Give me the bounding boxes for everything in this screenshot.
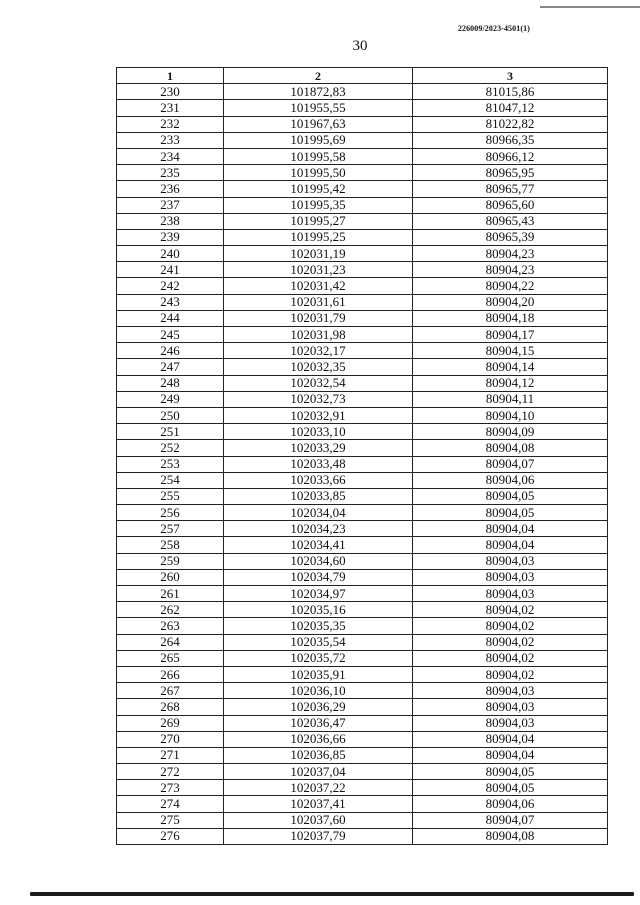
coordinate-y-cell: 80904,04 bbox=[413, 731, 608, 747]
coordinate-y-cell: 80966,35 bbox=[413, 132, 608, 148]
coordinate-x-cell: 101995,35 bbox=[224, 197, 413, 213]
point-number-cell: 266 bbox=[117, 666, 224, 682]
coordinate-x-cell: 101995,42 bbox=[224, 181, 413, 197]
point-number-cell: 231 bbox=[117, 100, 224, 116]
table-row bbox=[117, 537, 608, 553]
table-row bbox=[117, 764, 608, 780]
table-row bbox=[117, 181, 608, 197]
point-number-cell: 257 bbox=[117, 521, 224, 537]
coordinate-x-cell: 102031,98 bbox=[224, 327, 413, 343]
point-number-cell: 246 bbox=[117, 343, 224, 359]
point-number-cell: 255 bbox=[117, 488, 224, 504]
point-number-cell: 261 bbox=[117, 586, 224, 602]
table-row bbox=[117, 440, 608, 456]
point-number-cell: 234 bbox=[117, 148, 224, 164]
coordinate-x-cell: 102033,66 bbox=[224, 472, 413, 488]
table-row bbox=[117, 731, 608, 747]
coordinate-y-cell: 80904,05 bbox=[413, 488, 608, 504]
point-number-cell: 236 bbox=[117, 181, 224, 197]
coordinate-x-cell: 102034,23 bbox=[224, 521, 413, 537]
table-row bbox=[117, 456, 608, 472]
coordinate-y-cell: 80904,06 bbox=[413, 472, 608, 488]
coordinate-y-cell: 81022,82 bbox=[413, 116, 608, 132]
table-row bbox=[117, 100, 608, 116]
point-number-cell: 254 bbox=[117, 472, 224, 488]
coordinate-x-cell: 102032,35 bbox=[224, 359, 413, 375]
document-id: 226009/2023-4501(1) bbox=[457, 24, 530, 33]
coordinate-y-cell: 80904,03 bbox=[413, 715, 608, 731]
coordinate-y-cell: 80904,03 bbox=[413, 553, 608, 569]
point-number-cell: 241 bbox=[117, 262, 224, 278]
coordinate-y-cell: 80965,95 bbox=[413, 165, 608, 181]
point-number-cell: 273 bbox=[117, 780, 224, 796]
point-number-cell: 230 bbox=[117, 84, 224, 100]
coordinate-x-cell: 101955,55 bbox=[224, 100, 413, 116]
coordinate-y-cell: 80904,14 bbox=[413, 359, 608, 375]
point-number-cell: 275 bbox=[117, 812, 224, 828]
point-number-cell: 232 bbox=[117, 116, 224, 132]
point-number-cell: 274 bbox=[117, 796, 224, 812]
coordinate-y-cell: 80904,08 bbox=[413, 828, 608, 844]
coordinate-y-cell: 80904,05 bbox=[413, 764, 608, 780]
point-number-cell: 252 bbox=[117, 440, 224, 456]
coordinate-y-cell: 80904,03 bbox=[413, 586, 608, 602]
coordinate-x-cell: 102037,22 bbox=[224, 780, 413, 796]
coordinate-x-cell: 102031,61 bbox=[224, 294, 413, 310]
coordinate-y-cell: 80904,12 bbox=[413, 375, 608, 391]
table-row bbox=[117, 262, 608, 278]
point-number-cell: 238 bbox=[117, 213, 224, 229]
table-row bbox=[117, 246, 608, 262]
coordinate-x-cell: 102037,79 bbox=[224, 828, 413, 844]
table-row bbox=[117, 148, 608, 164]
point-number-cell: 245 bbox=[117, 327, 224, 343]
point-number-cell: 276 bbox=[117, 828, 224, 844]
coordinate-y-cell: 80904,10 bbox=[413, 407, 608, 423]
coordinate-x-cell: 101995,50 bbox=[224, 165, 413, 181]
table-row bbox=[117, 132, 608, 148]
table-row bbox=[117, 618, 608, 634]
coordinate-y-cell: 80904,02 bbox=[413, 666, 608, 682]
coordinate-y-cell: 80904,02 bbox=[413, 634, 608, 650]
point-number-cell: 240 bbox=[117, 246, 224, 262]
coordinate-x-cell: 102034,04 bbox=[224, 505, 413, 521]
column-header-2: 2 bbox=[224, 68, 413, 84]
coordinate-x-cell: 102037,41 bbox=[224, 796, 413, 812]
point-number-cell: 272 bbox=[117, 764, 224, 780]
coordinate-y-cell: 80904,02 bbox=[413, 618, 608, 634]
coordinate-x-cell: 102033,29 bbox=[224, 440, 413, 456]
table-header bbox=[117, 68, 608, 84]
table-row bbox=[117, 375, 608, 391]
table-row bbox=[117, 278, 608, 294]
coordinate-y-cell: 80904,04 bbox=[413, 521, 608, 537]
table-row bbox=[117, 780, 608, 796]
coordinate-x-cell: 102031,23 bbox=[224, 262, 413, 278]
coordinate-y-cell: 80904,18 bbox=[413, 310, 608, 326]
point-number-cell: 260 bbox=[117, 569, 224, 585]
point-number-cell: 250 bbox=[117, 407, 224, 423]
coordinate-y-cell: 80904,02 bbox=[413, 650, 608, 666]
coordinate-y-cell: 80904,05 bbox=[413, 505, 608, 521]
point-number-cell: 267 bbox=[117, 683, 224, 699]
coordinate-y-cell: 80904,09 bbox=[413, 424, 608, 440]
table-row bbox=[117, 666, 608, 682]
point-number-cell: 233 bbox=[117, 132, 224, 148]
coordinates-table bbox=[116, 67, 608, 845]
coordinate-y-cell: 80904,11 bbox=[413, 391, 608, 407]
coordinate-x-cell: 102033,48 bbox=[224, 456, 413, 472]
coordinate-x-cell: 102032,54 bbox=[224, 375, 413, 391]
coordinate-x-cell: 102031,79 bbox=[224, 310, 413, 326]
table-row bbox=[117, 569, 608, 585]
coordinate-y-cell: 81047,12 bbox=[413, 100, 608, 116]
coordinate-x-cell: 101995,69 bbox=[224, 132, 413, 148]
coordinate-x-cell: 102032,73 bbox=[224, 391, 413, 407]
table-row bbox=[117, 359, 608, 375]
point-number-cell: 271 bbox=[117, 747, 224, 763]
coordinate-y-cell: 80965,43 bbox=[413, 213, 608, 229]
point-number-cell: 256 bbox=[117, 505, 224, 521]
table-row bbox=[117, 197, 608, 213]
table-row bbox=[117, 229, 608, 245]
coordinate-y-cell: 80904,03 bbox=[413, 569, 608, 585]
header-row bbox=[117, 68, 608, 84]
coordinate-y-cell: 80904,05 bbox=[413, 780, 608, 796]
coordinate-y-cell: 81015,86 bbox=[413, 84, 608, 100]
coordinate-x-cell: 102037,60 bbox=[224, 812, 413, 828]
coordinate-y-cell: 80904,23 bbox=[413, 262, 608, 278]
table-row bbox=[117, 343, 608, 359]
coordinate-x-cell: 102035,54 bbox=[224, 634, 413, 650]
point-number-cell: 263 bbox=[117, 618, 224, 634]
point-number-cell: 249 bbox=[117, 391, 224, 407]
table-row bbox=[117, 327, 608, 343]
point-number-cell: 262 bbox=[117, 602, 224, 618]
coordinate-y-cell: 80904,20 bbox=[413, 294, 608, 310]
coordinate-y-cell: 80904,22 bbox=[413, 278, 608, 294]
table-row bbox=[117, 715, 608, 731]
point-number-cell: 264 bbox=[117, 634, 224, 650]
point-number-cell: 270 bbox=[117, 731, 224, 747]
coordinate-y-cell: 80904,02 bbox=[413, 602, 608, 618]
coordinate-y-cell: 80904,04 bbox=[413, 747, 608, 763]
table-row bbox=[117, 213, 608, 229]
bottom-rule bbox=[30, 892, 634, 896]
coordinate-x-cell: 102031,42 bbox=[224, 278, 413, 294]
point-number-cell: 244 bbox=[117, 310, 224, 326]
coordinate-x-cell: 102036,85 bbox=[224, 747, 413, 763]
coordinate-x-cell: 101967,63 bbox=[224, 116, 413, 132]
point-number-cell: 269 bbox=[117, 715, 224, 731]
table-row bbox=[117, 505, 608, 521]
coordinate-y-cell: 80966,12 bbox=[413, 148, 608, 164]
coordinate-x-cell: 101995,58 bbox=[224, 148, 413, 164]
table-row bbox=[117, 521, 608, 537]
table-row bbox=[117, 699, 608, 715]
table-row bbox=[117, 84, 608, 100]
coordinate-x-cell: 102035,72 bbox=[224, 650, 413, 666]
coordinate-y-cell: 80904,03 bbox=[413, 699, 608, 715]
table-row bbox=[117, 294, 608, 310]
point-number-cell: 237 bbox=[117, 197, 224, 213]
coordinate-x-cell: 102036,66 bbox=[224, 731, 413, 747]
coordinate-y-cell: 80904,15 bbox=[413, 343, 608, 359]
table-row bbox=[117, 602, 608, 618]
coordinate-x-cell: 102036,29 bbox=[224, 699, 413, 715]
point-number-cell: 258 bbox=[117, 537, 224, 553]
point-number-cell: 259 bbox=[117, 553, 224, 569]
page-number: 30 bbox=[352, 38, 368, 54]
coordinate-x-cell: 102035,35 bbox=[224, 618, 413, 634]
coordinate-y-cell: 80965,60 bbox=[413, 197, 608, 213]
table-row bbox=[117, 407, 608, 423]
coordinate-x-cell: 102034,60 bbox=[224, 553, 413, 569]
coordinate-y-cell: 80904,04 bbox=[413, 537, 608, 553]
coordinate-x-cell: 102032,17 bbox=[224, 343, 413, 359]
coordinate-x-cell: 102031,19 bbox=[224, 246, 413, 262]
table-row bbox=[117, 472, 608, 488]
coordinate-y-cell: 80904,17 bbox=[413, 327, 608, 343]
coordinate-x-cell: 102034,79 bbox=[224, 569, 413, 585]
coordinate-y-cell: 80904,23 bbox=[413, 246, 608, 262]
coordinate-y-cell: 80965,77 bbox=[413, 181, 608, 197]
table-row bbox=[117, 116, 608, 132]
point-number-cell: 247 bbox=[117, 359, 224, 375]
point-number-cell: 265 bbox=[117, 650, 224, 666]
point-number-cell: 248 bbox=[117, 375, 224, 391]
table-row bbox=[117, 310, 608, 326]
coordinate-x-cell: 102033,85 bbox=[224, 488, 413, 504]
point-number-cell: 235 bbox=[117, 165, 224, 181]
table-row bbox=[117, 553, 608, 569]
point-number-cell: 242 bbox=[117, 278, 224, 294]
coordinate-x-cell: 102035,91 bbox=[224, 666, 413, 682]
coordinate-x-cell: 101995,25 bbox=[224, 229, 413, 245]
column-header-3: 3 bbox=[413, 68, 608, 84]
coordinate-x-cell: 102036,10 bbox=[224, 683, 413, 699]
table-row bbox=[117, 650, 608, 666]
coordinate-y-cell: 80965,39 bbox=[413, 229, 608, 245]
table-row bbox=[117, 828, 608, 844]
coordinate-x-cell: 101995,27 bbox=[224, 213, 413, 229]
table-row bbox=[117, 634, 608, 650]
corner-mark bbox=[540, 6, 640, 8]
table-row bbox=[117, 747, 608, 763]
table-row bbox=[117, 424, 608, 440]
table-row bbox=[117, 165, 608, 181]
point-number-cell: 243 bbox=[117, 294, 224, 310]
coordinate-y-cell: 80904,07 bbox=[413, 456, 608, 472]
table-row bbox=[117, 683, 608, 699]
table-body bbox=[117, 84, 608, 845]
coordinate-x-cell: 102037,04 bbox=[224, 764, 413, 780]
coordinate-x-cell: 102035,16 bbox=[224, 602, 413, 618]
coordinate-y-cell: 80904,06 bbox=[413, 796, 608, 812]
table-row bbox=[117, 586, 608, 602]
coordinate-y-cell: 80904,07 bbox=[413, 812, 608, 828]
point-number-cell: 268 bbox=[117, 699, 224, 715]
coordinate-x-cell: 102032,91 bbox=[224, 407, 413, 423]
coordinate-x-cell: 102033,10 bbox=[224, 424, 413, 440]
point-number-cell: 239 bbox=[117, 229, 224, 245]
coordinate-x-cell: 102034,97 bbox=[224, 586, 413, 602]
column-header-1: 1 bbox=[117, 68, 224, 84]
coordinate-x-cell: 101872,83 bbox=[224, 84, 413, 100]
coordinate-x-cell: 102034,41 bbox=[224, 537, 413, 553]
point-number-cell: 251 bbox=[117, 424, 224, 440]
coordinate-y-cell: 80904,08 bbox=[413, 440, 608, 456]
table-row bbox=[117, 796, 608, 812]
table-row bbox=[117, 488, 608, 504]
point-number-cell: 253 bbox=[117, 456, 224, 472]
coordinate-x-cell: 102036,47 bbox=[224, 715, 413, 731]
coordinate-y-cell: 80904,03 bbox=[413, 683, 608, 699]
table-row bbox=[117, 391, 608, 407]
table-row bbox=[117, 812, 608, 828]
